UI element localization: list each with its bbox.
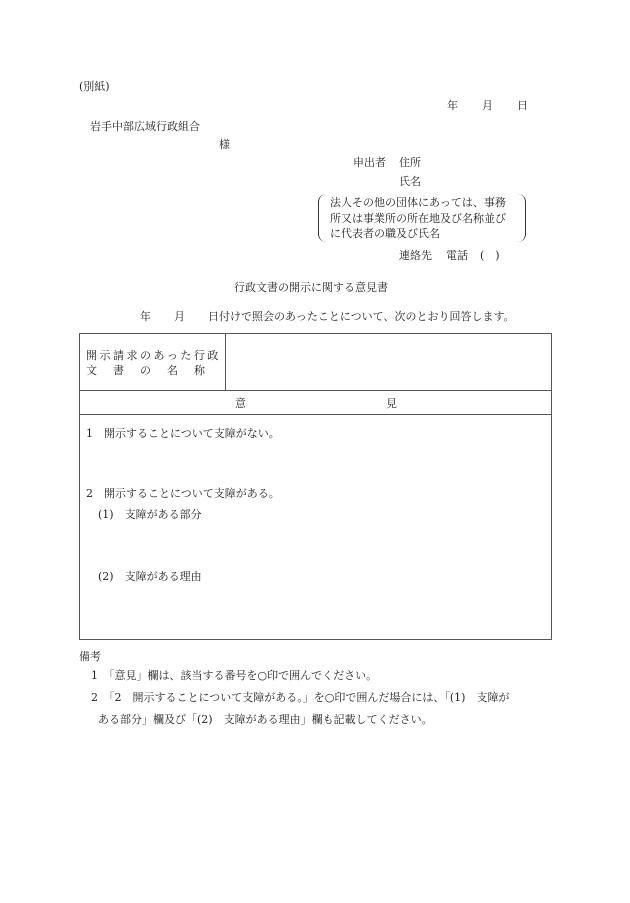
date-month: 月	[482, 99, 493, 112]
opinion-body[interactable]	[80, 415, 551, 639]
sub-option-2: (2) 支障がある理由	[98, 570, 202, 583]
addressee: 岩手中部広域行政組合	[90, 120, 200, 133]
date-day: 日	[517, 99, 528, 112]
remark-item: ある部分」欄及び「(2) 支障がある理由」欄も記載してください。	[98, 713, 433, 726]
right-paren	[517, 194, 526, 242]
phone-parens: ( )	[480, 249, 500, 262]
remark-item: 1 「意見」欄は、該当する番号を○印で囲んでください。	[91, 669, 378, 682]
option-1[interactable]: 1 開示することについて支障がない。	[86, 427, 280, 440]
sub-option-1: (1) 支障がある部分	[98, 508, 202, 521]
phone-label: 電話	[446, 249, 468, 262]
opinion-header-left: 意	[235, 397, 246, 410]
opinion-header-row	[80, 390, 551, 415]
date-year: 年	[447, 99, 458, 112]
contact-label: 連絡先	[399, 249, 432, 262]
opinion-header-right: 見	[386, 397, 397, 410]
note-line: 法人その他の団体にあっては、事務	[330, 196, 506, 209]
honorific: 様	[219, 138, 230, 151]
name-label: 氏名	[399, 175, 421, 188]
option-2[interactable]: 2 開示することについて支障がある。	[86, 487, 280, 500]
document-title: 行政文書の開示に関する意見書	[234, 281, 388, 294]
address-label: 住所	[399, 156, 421, 169]
opinion-table	[79, 333, 552, 640]
remarks-heading: 備考	[79, 650, 101, 663]
document-name-row	[80, 334, 551, 391]
document-name-field[interactable]	[227, 334, 551, 390]
attachment-label: (別紙)	[79, 80, 110, 93]
applicant-label: 申出者	[353, 156, 386, 169]
note-line: 所又は事業所の所在地及び名称並び	[330, 211, 506, 225]
remark-item: 2 「2 開示することについて支障がある。」を○印で囲んだ場合には、「(1) 支障が	[91, 691, 510, 704]
intro-year: 年	[140, 310, 151, 323]
left-paren	[318, 194, 327, 242]
intro-text: 日付けで照会のあったことについて、次のとおり回答します。	[208, 310, 515, 323]
document-name-label: 開示請求のあった行政 文 書 の 名 称	[80, 334, 226, 390]
intro-month: 月	[174, 310, 185, 323]
note-line: に代表者の職及び氏名	[330, 227, 440, 240]
corporate-note	[318, 194, 526, 242]
